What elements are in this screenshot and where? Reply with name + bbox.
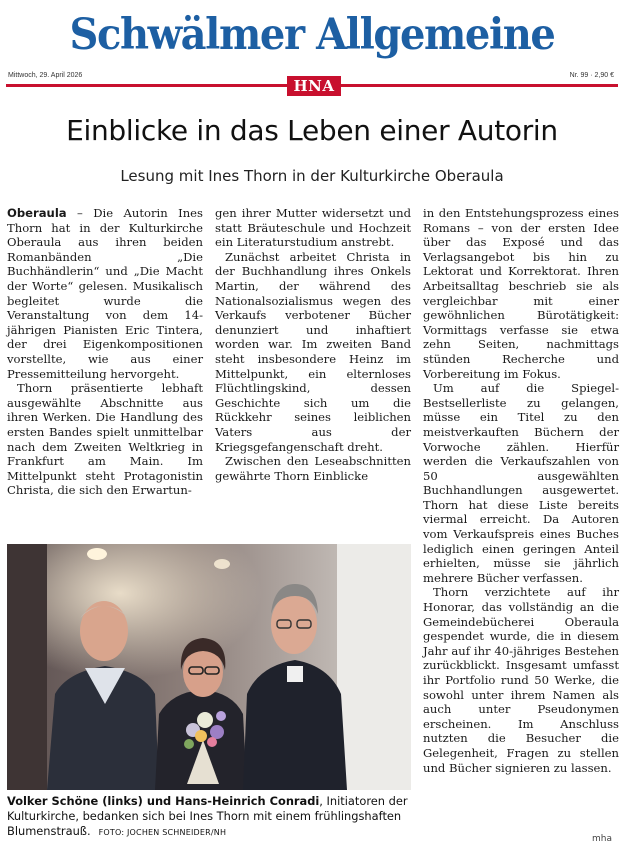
article-headline: Einblicke in das Leben einer Autorin	[66, 114, 558, 147]
lead-paragraph	[7, 206, 203, 381]
masthead-title: Schwälmer Allgemeine	[69, 10, 555, 60]
author-initials: mha	[592, 834, 612, 844]
article-column-3	[423, 206, 619, 775]
paragraph: Um auf die Spiegel-Bestsellerliste zu gelangen, müsse ein Titel zu den meistverkauften Büchern der Vorwoche zählen. Hierfür werden die Verkaufszahlen von 50 ausgewählten Buchhandlungen ausgewertet. Thorn hat diese Liste bereits viermal erreicht. Da Autoren vom Verkaufspreis eines Buches lediglich einen geringen Anteil erhielten, müsse sie jährlich mehrere Bücher verfassen.	[423, 381, 619, 585]
paragraph: Zunächst arbeitet Christa in der Buchhandlung ihres Onkels Martin, der während des Nationalsozialismus wegen des Verkaufs verbotener Bücher denunziert und inhaftiert worden war. Im zweiten Band steht insbesondere Heinz im Mittelpunkt, ein elternloses Flüchtlingskind, dessen Geschichte sich um die Rückkehr seines leiblichen Vaters aus der Kriegsgefangenschaft dreht.	[215, 249, 411, 454]
masthead-title-wrap	[0, 8, 624, 62]
issue-date: Mittwoch, 29. April 2026	[8, 72, 83, 79]
paragraph: Thorn verzichtete auf ihr Honorar, das vollständig an die Gemeindebücherei Oberaula gespendet wurde, die in diesem Jahr auf ihr 40-jähriges Bestehen zurückblickt. Insgesamt umfasst ihr Portfolio rund 50 Werke, die sowohl unter ihrem Namen als auch unter Pseudonymen erscheinen. Im Anschluss nutzten die Besucher die Gelegenheit, Fragen zu stellen und Bücher signieren zu lassen.	[423, 585, 619, 775]
photo-caption	[7, 794, 411, 840]
paragraph: gen ihrer Mutter widersetzt und statt Bräuteschule und Hochzeit ein Literaturstudium anstrebt.	[215, 206, 411, 250]
article-photo	[7, 544, 411, 790]
photo-credit: FOTO: JOCHEN SCHNEIDER/NH	[98, 828, 227, 837]
photo-illustration	[7, 544, 411, 790]
article-subhead: Lesung mit Ines Thorn in der Kulturkirche Oberaula	[120, 167, 504, 185]
issue-number-price: Nr. 99 · 2,90 €	[569, 72, 614, 79]
article-column-1	[7, 206, 203, 498]
paragraph: Thorn präsentierte lebhaft ausgewählte Abschnitte aus ihren Werken. Die Handlung des ersten Bandes spielt unmittelbar nach dem Zweiten Weltkrieg in Frankfurt am Main. Im Mittelpunkt steht Protagonistin Christa, die sich den Erwartun-	[7, 381, 203, 498]
paragraph: in den Entstehungsprozess eines Romans – von der ersten Idee über das Exposé und das Verlagsangebot bis hin zu Lektorat und Korrektorat. Ihren Arbeitsalltag beschrieb sie als vergleichbar mit einer gewöhnlichen Bürotätigkeit: Vormittags verfasse sie etwa zehn Seiten, nachmittags stünden Recherche und Vorbereitung im Fokus.	[423, 206, 619, 381]
lead-text: – Die Autorin Ines Thorn hat in der Kulturkirche Oberaula aus ihren beiden Romanbänden „Die Buchhändlerin“ und „Die Macht der Worte“ gelesen. Musikalisch begleitet wurde die Veranstaltung von dem 14-jährigen Pianisten Eric Tintera, der drei Eigenkompositionen vorstellte, wie aus einer Pressemitteilung hervorgeht.	[7, 206, 203, 381]
hna-logo: HNA	[287, 76, 341, 96]
paragraph: Zwischen den Leseabschnitten gewährte Thorn Einblicke	[215, 454, 411, 483]
caption-text: , Initiatoren der Kulturkirche, bedanken sich bei Ines Thorn mit einem frühlingshaften Blumenstrauß.	[7, 794, 408, 838]
caption-names: Volker Schöne (links) und Hans-Heinrich Conradi	[7, 794, 320, 808]
dateline-place: Oberaula	[7, 206, 67, 220]
article-column-2	[215, 206, 411, 483]
